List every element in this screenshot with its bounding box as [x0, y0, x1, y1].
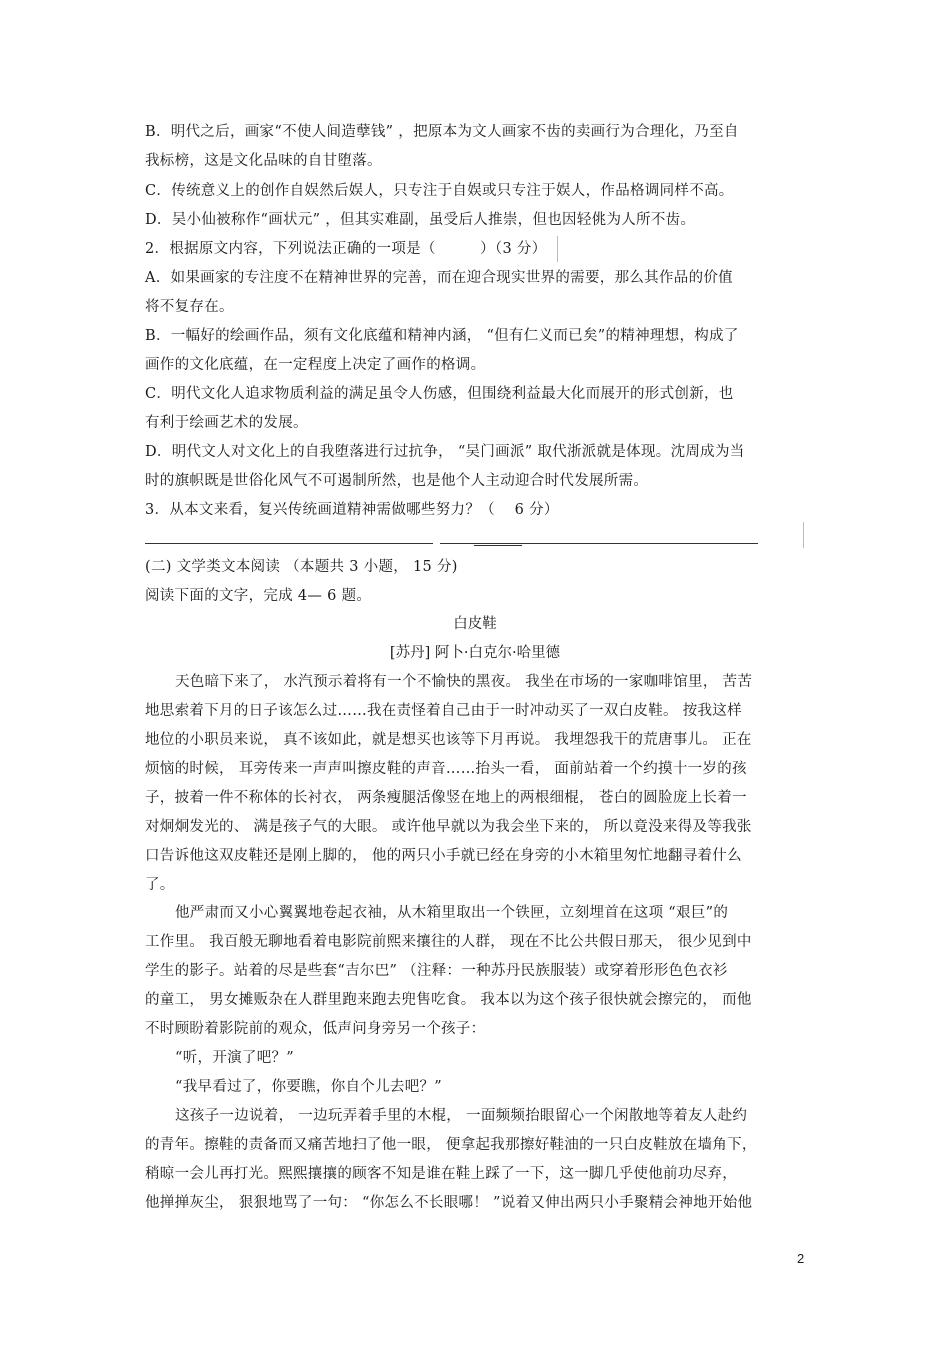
story-line: 烦恼的时候， 耳旁传来一声声叫擦皮鞋的声音……抬头一看， 面前站着一个约摸十一岁的孩 [145, 761, 747, 777]
q3-stem: 3．从本文来看，复兴传统画道精神需做哪些努力？（ 6 分） [145, 502, 559, 518]
section-heading: (二) 文学类文本阅读 （本题共 3 小题， 15 分) [145, 559, 458, 575]
answer-line [474, 545, 522, 546]
story-title: 白皮鞋 [453, 616, 497, 632]
q2-option-b-line2: 画作的文化底蕴，在一定程度上决定了画作的格调。 [145, 357, 486, 373]
story-line: 的童工， 男女摊贩杂在人群里跑来跑去兜售吃食。 我本以为这个孩子很快就会擦完的， 而他 [145, 992, 752, 1008]
answer-line [440, 543, 758, 544]
q1-option-c: C．传统意义上的创作自娱然后娱人，只专注于自娱或只专注于娱人，作品格调同样不高。 [145, 183, 734, 199]
story-author: [苏丹] 阿卜·白克尔·哈里德 [389, 645, 561, 661]
story-dialogue: “听，开演了吧？” [175, 1050, 295, 1066]
story-line: 他严肃而又小心翼翼地卷起衣袖，从木箱里取出一个铁匣，立刻埋首在这项 “艰巨”的 [175, 905, 729, 921]
q2-option-c-line1: C．明代文化人追求物质利益的满足虽令人伤感，但围绕利益最大化而展开的形式创新，也 [145, 386, 734, 402]
story-line: 子，披着一件不称体的长衬衣， 两条瘦腿活像竖在地上的两根细棍， 苍白的圆脸庞上长着一 [145, 790, 747, 806]
story-line: 不时顾盼着影院前的观众，低声问身旁另一个孩子： [145, 1021, 486, 1037]
story-line: 这孩子一边说着， 一边玩弄着手里的木棍， 一面频频抬眼留心一个闲散地等着友人赴约 [175, 1108, 748, 1124]
story-line: 他掸掸灰尘， 狠狠地骂了一句： “你怎么不长眼哪！ ”说着又伸出两只小手聚精会神地开始他 [145, 1195, 753, 1211]
story-line: 工作里。 我百般无聊地看着电影院前熙来攘往的人群， 现在不比公共假日那天， 很少见到中 [145, 934, 752, 950]
q2-option-d-line2: 时的旗帜既是世俗化风气不可遏制所然，也是他个人主动迎合时代发展所需。 [145, 473, 649, 489]
q2-stem: 2．根据原文内容，下列说法正确的一项是（ ）（3 分） [145, 241, 547, 257]
q2-option-c-line2: 有利于绘画艺术的发展。 [145, 415, 308, 431]
story-line: 的青年。擦鞋的责备而又痛苦地扫了他一眼， 便拿起我那擦好鞋油的一只白皮鞋放在墙角下， [145, 1137, 757, 1153]
story-line: 地位的小职员来说， 真不该如此，就是想买也该等下月再说。 我埋怨我干的荒唐事儿。 正在 [145, 732, 752, 748]
answer-line [145, 543, 433, 544]
q2-option-d-line1: D．明代文人对文化上的自我堕落进行过抗争， “吴门画派” 取代浙派就是体现。沈周成为当 [145, 444, 745, 460]
q1-option-b-line2: 我标榜，这是文化品味的自甘堕落。 [145, 153, 382, 169]
margin-mark [557, 236, 558, 262]
story-dialogue: “我早看过了，你要瞧，你自个儿去吧？” [175, 1079, 443, 1095]
page-number: 2 [797, 1251, 805, 1266]
q1-option-d: D．吴小仙被称作“画状元” ，但其实难副，虽受后人推崇，但也因轻佻为人所不齿。 [145, 212, 696, 228]
section-instruction: 阅读下面的文字，完成 4— 6 题。 [145, 588, 372, 604]
story-line: 口告诉他这双皮鞋还是刚上脚的， 他的两只小手就已经在身旁的小木箱里匆忙地翻寻着什么 [145, 848, 742, 864]
story-line: 天色暗下来了， 水汽预示着将有一个不愉快的黑夜。 我坐在市场的一家咖啡馆里， 苦苦 [175, 674, 753, 690]
q2-option-a-line2: 将不复存在。 [145, 299, 234, 315]
story-line: 对炯炯发光的、 满是孩子气的大眼。 或许他早就以为我会坐下来的， 所以竟没来得及等我张 [145, 819, 752, 835]
q2-option-a-line1: A．如果画家的专注度不在精神世界的完善，而在迎合现实世界的需要，那么其作品的价值 [145, 270, 733, 286]
story-line: 地思索着下月的日子该怎么过……我在责怪着自己由于一时冲动买了一双白皮鞋。 按我这样 [145, 703, 742, 719]
q1-option-b-line1: B．明代之后，画家“不使人间造孽钱” ，把原本为文人画家不齿的卖画行为合理化，乃至自 [145, 124, 739, 140]
q2-option-b-line1: B．一幅好的绘画作品，须有文化底蕴和精神内涵， “但有仁义而已矣”的精神理想，构成了 [145, 328, 739, 344]
story-line: 稍晾一会儿再打光。熙熙攘攘的顾客不知是谁在鞋上踩了一下，这一脚几乎使他前功尽弃， [145, 1166, 737, 1182]
story-line: 学生的影子。站着的尽是些套“吉尔巴” （注释：一种苏丹民族服装）或穿着形形色色衣衫 [145, 963, 728, 979]
story-line: 了。 [145, 877, 175, 893]
margin-mark [803, 522, 804, 548]
